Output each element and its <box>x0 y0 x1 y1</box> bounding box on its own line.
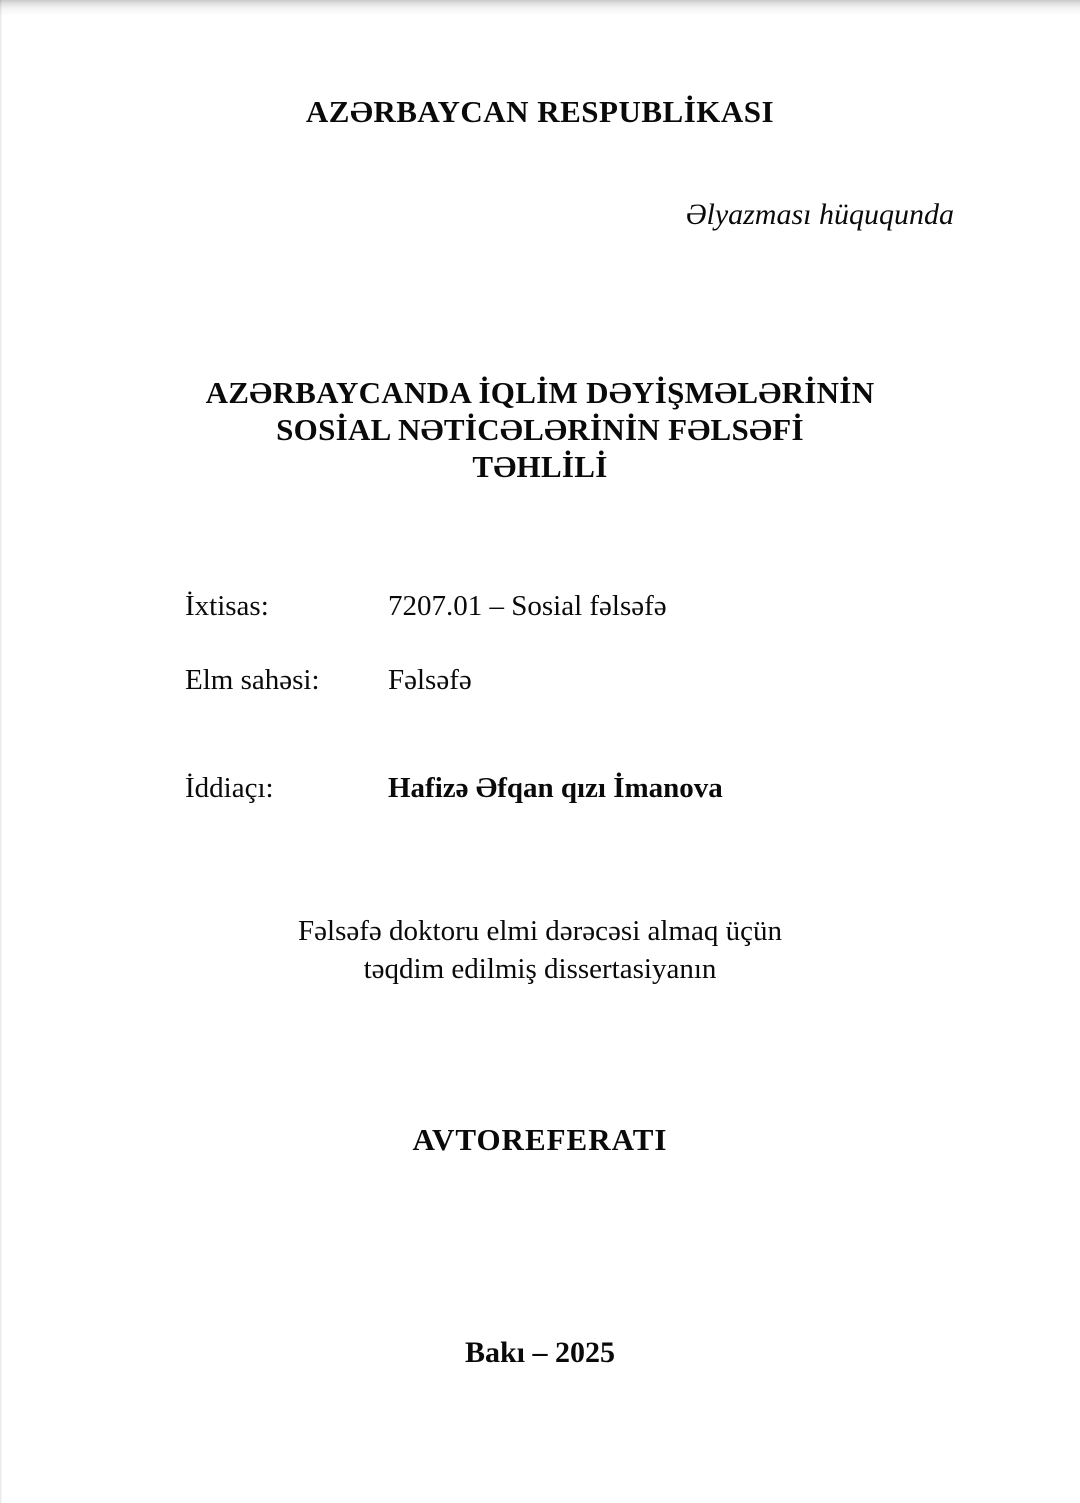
dissertation-title-line-2: SOSİAL NƏTİCƏLƏRİNİN FƏLSƏFİ <box>276 412 804 447</box>
degree-statement <box>0 912 1080 988</box>
specs-section <box>185 0 1080 1503</box>
science-field-label: Elm sahəsi: <box>185 664 320 696</box>
document-type-heading: AVTOREFERATI <box>412 1122 668 1157</box>
specialty-label: İxtisas: <box>185 590 269 622</box>
page-left-edge-line <box>0 0 2 1503</box>
spec-row-science-field <box>185 664 1080 697</box>
claimant-name: Hafizə Əfqan qızı İmanova <box>388 772 723 804</box>
claimant-label: İddiaçı: <box>185 772 274 804</box>
city-year: Bakı – 2025 <box>464 1336 616 1369</box>
science-field-value: Fəlsəfə <box>388 664 472 696</box>
spec-row-claimant <box>185 772 1080 805</box>
degree-statement-line-1: Fəlsəfə doktoru elmi dərəcəsi almaq üçün <box>298 915 782 947</box>
specialty-value: 7207.01 – Sosial fəlsəfə <box>388 590 667 622</box>
manuscript-rights-note: Əlyazması hüququnda <box>685 198 954 231</box>
degree-statement-line-2: təqdim edilmiş dissertasiyanın <box>363 953 717 985</box>
dissertation-title-line-3: TƏHLİLİ <box>472 449 608 484</box>
dissertation-title-line-1: AZƏRBAYCANDA İQLİM DƏYİŞMƏLƏRİNİN <box>205 375 875 410</box>
country-header: AZƏRBAYCAN RESPUBLİKASI <box>305 94 775 129</box>
spec-row-specialty <box>185 590 1080 623</box>
